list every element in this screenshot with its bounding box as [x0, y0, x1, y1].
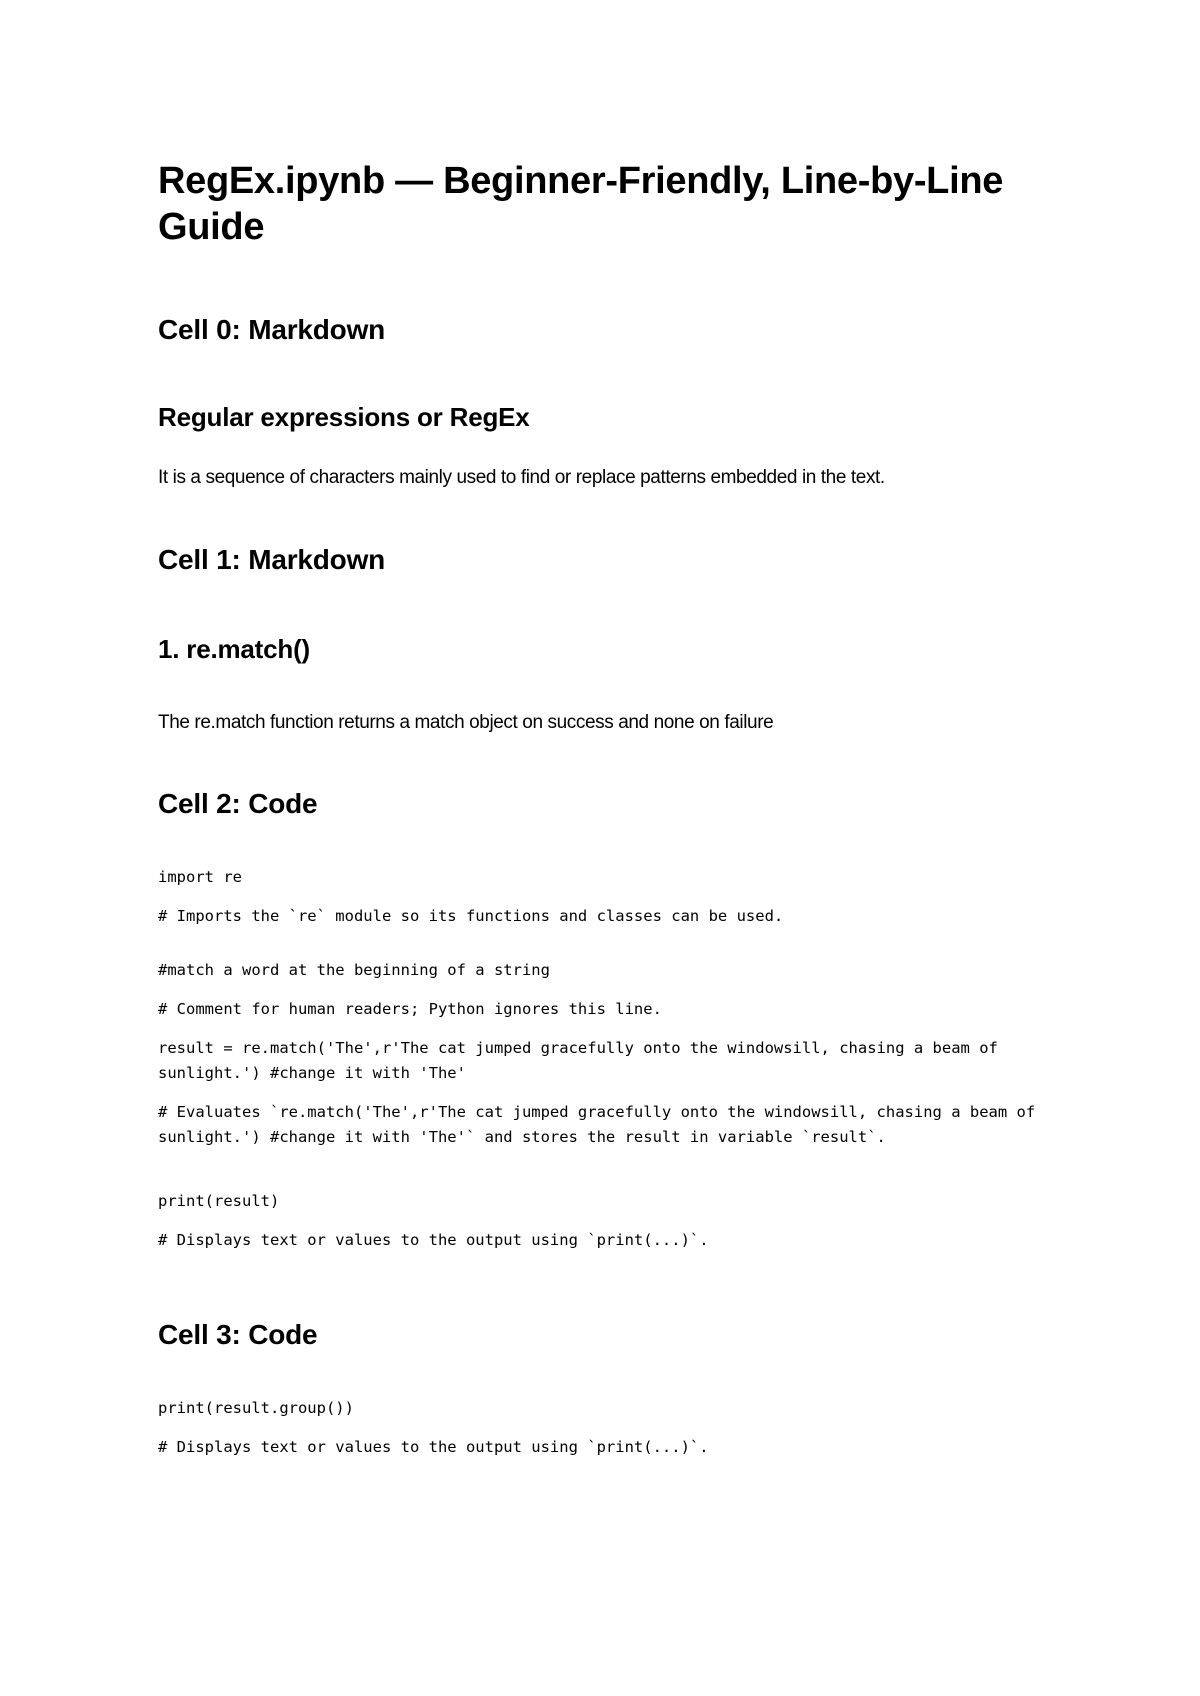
cell-2-code-line: # Displays text or values to the output using `print(...)`.: [158, 1231, 709, 1249]
cell-3-code-line: # Displays text or values to the output using `print(...)`.: [158, 1438, 709, 1456]
cell-3-heading: Cell 3: Code: [158, 1319, 318, 1350]
cell-1-heading: Cell 1: Markdown: [158, 544, 386, 575]
cell-2-heading: Cell 2: Code: [158, 788, 318, 819]
cell-2-code-line: #match a word at the beginning of a string: [158, 961, 550, 979]
cell-2-code-line: print(result): [158, 1192, 280, 1210]
cell-2-code-line: # Imports the `re` module so its functions and classes can be used.: [158, 907, 784, 925]
cell-1-text: The re.match function returns a match object on success and none on failure: [158, 712, 774, 733]
cell-1-subheading: 1. re.match(): [158, 634, 311, 664]
cell-2-code-line: # Comment for human readers; Python ignores this line.: [158, 1000, 662, 1018]
cell-0-subheading: Regular expressions or RegEx: [158, 402, 530, 432]
cell-2-code-line: result = re.match('The',r'The cat jumped gracefully onto the windowsill, chasing a beam of sunlight.') #change it with 'The': [158, 1039, 1008, 1082]
cell-3-code-line: print(result.group()): [158, 1399, 354, 1417]
cell-2-code-line: import re: [158, 868, 242, 886]
document-title: RegEx.ipynb — Beginner-Friendly, Line-by-Line Guide: [158, 160, 1004, 248]
cell-0-heading: Cell 0: Markdown: [158, 314, 386, 345]
cell-2-code-line: # Evaluates `re.match('The',r'The cat jumped gracefully onto the windowsill, chasing a beam of sunlight.') #change it with 'The'` and stores the result in variable `result`.: [158, 1103, 1045, 1146]
cell-0-text: It is a sequence of characters mainly used to find or replace patterns embedded in the text.: [158, 467, 885, 488]
